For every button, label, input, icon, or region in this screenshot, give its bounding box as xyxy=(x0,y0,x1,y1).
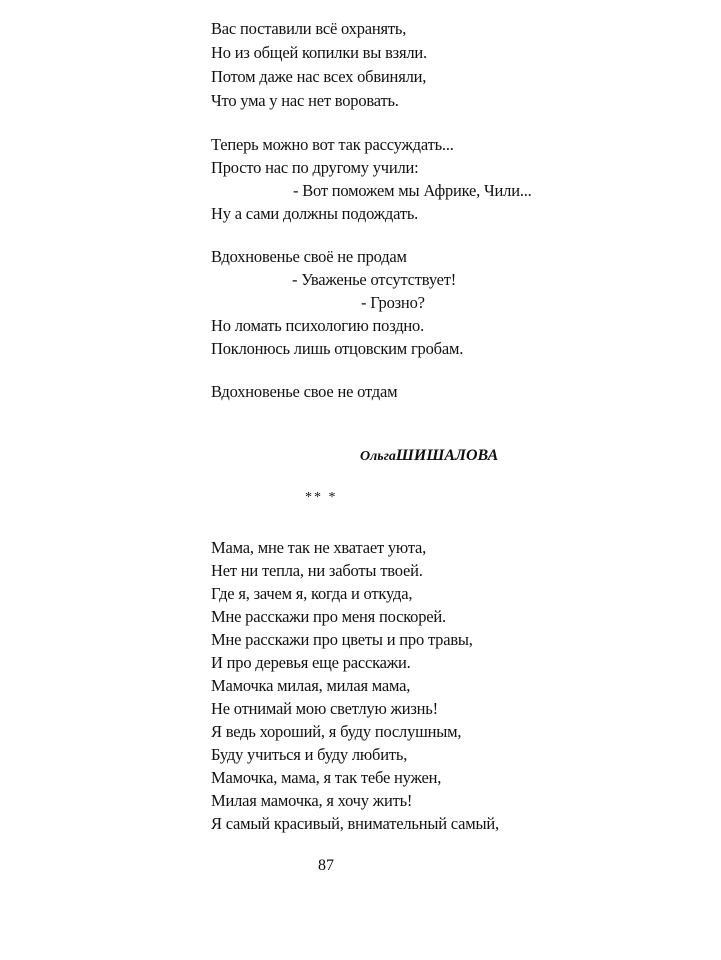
author-last-name: ШИШАЛОВА xyxy=(395,447,499,464)
poem2-line: Милая мамочка, я хочу жить! xyxy=(211,791,413,810)
poem1-line: Вдохновенье своё не продам xyxy=(211,247,407,266)
poem2-line: Мамочка, мама, я так тебе нужен, xyxy=(211,768,442,787)
poem2-line: Мне расскажи про меня поскорей. xyxy=(211,607,446,626)
poem2-line: И про деревья еще расскажи. xyxy=(211,653,411,672)
poem1-line: - Грозно? xyxy=(361,293,425,312)
poem1-line: Вас поставили всё охранять, xyxy=(211,19,407,38)
poem1-line: Но из общей копилки вы взяли. xyxy=(211,43,427,62)
page-number: 87 xyxy=(318,857,334,874)
author-name xyxy=(360,447,498,465)
poem2-line: Я самый красивый, внимательный самый, xyxy=(211,814,499,833)
poem2-line: Не отнимай мою светлую жизнь! xyxy=(211,699,438,718)
poem1-line: - Уваженье отсутствует! xyxy=(292,270,457,289)
poem1-line: Что ума у нас нет воровать. xyxy=(211,91,399,110)
section-separator: ** * xyxy=(305,490,338,505)
poem2-line: Мамочка милая, милая мама, xyxy=(211,676,411,695)
poem2-line: Буду учиться и буду любить, xyxy=(211,745,408,764)
poem2-line: Я ведь хороший, я буду послушным, xyxy=(211,722,462,741)
poem2-line: Нет ни тепла, ни заботы твоей. xyxy=(211,561,423,580)
poem1-line: Поклонюсь лишь отцовским гробам. xyxy=(211,339,464,358)
poem1-line: Ну а сами должны подождать. xyxy=(211,204,419,223)
poem2-line: Мне расскажи про цветы и про травы, xyxy=(211,630,473,649)
poem1-line: Вдохновенье свое не отдам xyxy=(211,382,398,401)
poem1-line: Теперь можно вот так рассуждать... xyxy=(211,135,454,154)
poem1-line: Но ломать психологию поздно. xyxy=(211,316,425,335)
author-first-name: Ольга xyxy=(360,449,396,464)
poem1-line: Просто нас по другому учили: xyxy=(211,158,419,177)
poem2-line: Где я, зачем я, когда и откуда, xyxy=(211,584,413,603)
poem2-line: Мама, мне так не хватает уюта, xyxy=(211,538,427,557)
poem1-line: Потом даже нас всех обвиняли, xyxy=(211,67,427,86)
poem1-line: - Вот поможем мы Африке, Чили... xyxy=(293,181,532,200)
